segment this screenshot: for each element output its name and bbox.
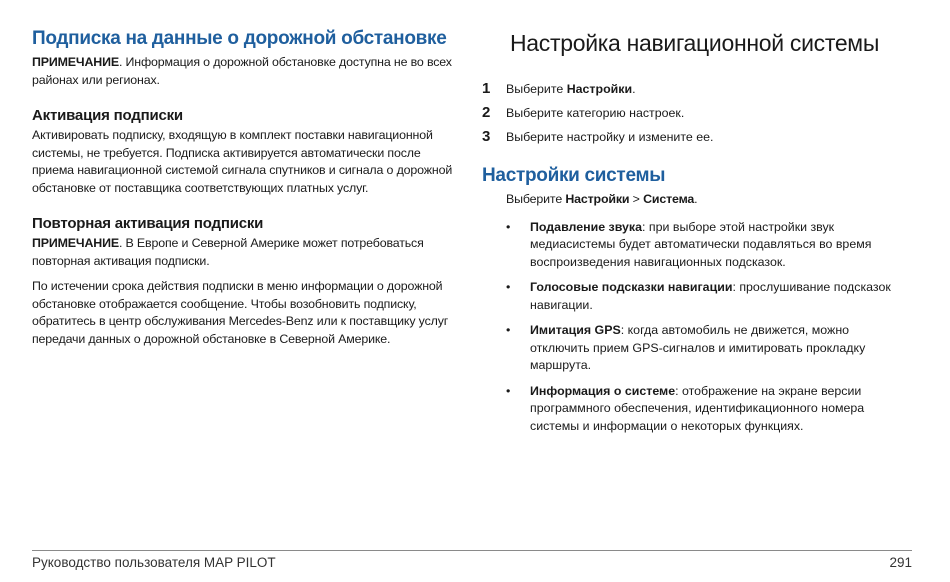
step-text-post: .: [632, 82, 636, 96]
list-item-desc: : при выборе этой настройки звук медиасистемы будет автоматически подавляться во время воспроизведения навигационных подсказок.: [530, 219, 872, 269]
reactivation-paragraph: По истечении срока действия подписки в меню информации о дорожной обстановке отображается сообщение. Чтобы возобновить подписку, обратитесь в центр обслуживания Mercedes-Benz или к поставщику услуг передачи данных о дорожной обстановке в Северной Америке.: [32, 279, 449, 346]
list-item-term: Подавление звука: [530, 219, 643, 234]
intro-bold-settings: Настройки: [565, 192, 630, 206]
list-item: [482, 322, 922, 375]
intro-separator: >: [629, 192, 644, 206]
list-item: [482, 219, 922, 272]
list-item-desc: : когда автомобиль не движется, можно отключить прием GPS-сигналов и имитировать прокладку маршрута.: [530, 323, 866, 372]
note-text: . Информация о дорожной обстановке доступна не во всех районах или регионах.: [32, 55, 452, 87]
step-text: [506, 77, 636, 101]
note-label: ПРИМЕЧАНИЕ: [32, 236, 119, 250]
page-number: 291: [889, 555, 912, 570]
list-item: [482, 279, 922, 314]
traffic-subscription-heading: Подписка на данные о дорожной обстановке: [32, 28, 447, 49]
right-column: [482, 30, 922, 443]
note-text: . В Европе и Северной Америке может потребоваться повторная активация подписки.: [32, 236, 424, 268]
step-item: [482, 101, 922, 125]
list-item-text: [530, 279, 904, 314]
bullet-icon: •: [506, 383, 511, 398]
step-text-pre: Выберите: [506, 82, 567, 96]
step-number: 1: [482, 80, 491, 97]
system-settings-list: [482, 219, 922, 436]
list-item-desc: : прослушивание подсказок навигации.: [530, 280, 891, 312]
note-reactivation: [32, 235, 464, 270]
steps-list: [482, 77, 922, 149]
intro-bold-system: Система: [643, 192, 695, 206]
nav-settings-title: Настройка навигационной системы: [510, 30, 880, 56]
list-item-text: [530, 322, 904, 375]
bullet-icon: •: [506, 280, 511, 294]
step-number: 2: [482, 104, 491, 121]
note-regions: [32, 54, 464, 89]
step-text-bold: Настройки: [566, 82, 633, 96]
bullet-icon: •: [506, 219, 511, 234]
list-item-term: Голосовые подсказки навигации: [530, 280, 733, 294]
activation-heading: Активация подписки: [32, 107, 183, 124]
reactivation-heading: Повторная активация подписки: [32, 215, 264, 232]
intro-pre: Выберите: [506, 192, 566, 206]
bullet-icon: •: [506, 323, 511, 337]
list-item-term: Имитация GPS: [530, 323, 621, 337]
footer-title: Руководство пользователя MAP PILOT: [32, 555, 276, 570]
list-item-text: [530, 219, 904, 272]
intro-post: .: [694, 192, 698, 206]
step-number: 3: [482, 128, 491, 145]
list-item: [482, 383, 922, 436]
note-label: ПРИМЕЧАНИЕ: [32, 55, 119, 69]
list-item-desc: : отображение на экране версии программного обеспечения, идентификационного номера системы и информации о некоторых функциях.: [530, 383, 865, 433]
system-intro: [482, 191, 922, 209]
footer-divider: [32, 550, 912, 551]
system-settings-heading: Настройки системы: [482, 165, 666, 186]
list-item-text: [530, 383, 904, 436]
step-text: Выберите категорию настроек.: [506, 106, 685, 120]
left-column: [32, 28, 464, 348]
step-item: [482, 125, 922, 149]
list-item-term: Информация о системе: [530, 383, 676, 398]
activation-paragraph: Активировать подписку, входящую в комплект поставки навигационной системы, не требуется. Подписка активируется автоматически после приема навигационной системой сигнала спутников и сигнала о дорожной обстановке от поставщика соответствующих платных услуг.: [32, 128, 453, 195]
step-item: [482, 77, 922, 101]
step-text: Выберите настройку и измените ее.: [506, 130, 714, 144]
